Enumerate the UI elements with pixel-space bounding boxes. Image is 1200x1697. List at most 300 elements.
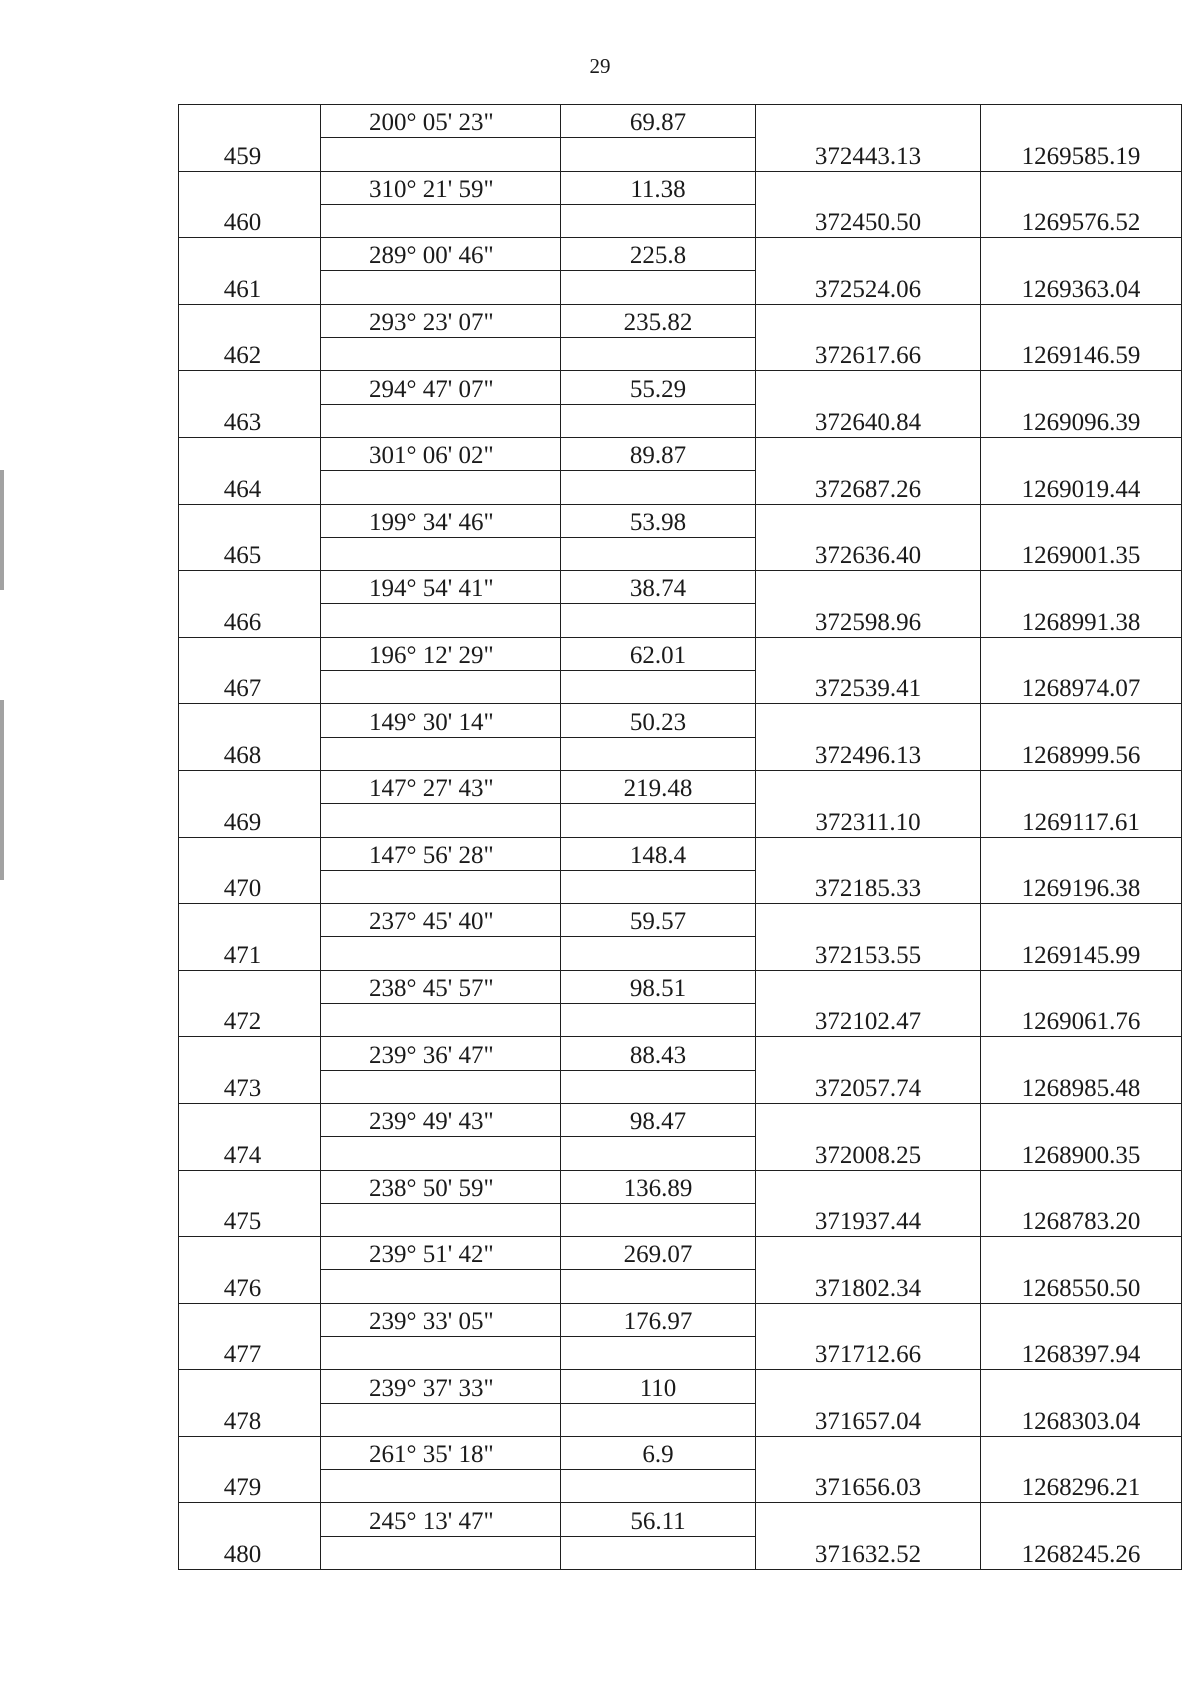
station-cell bbox=[179, 1470, 321, 1503]
station-cell-text: 480 bbox=[223, 1541, 262, 1569]
northing-cell-text: 1269363.04 bbox=[1021, 275, 1141, 303]
bearing-cell-text: 239° 51' 42" bbox=[369, 1241, 494, 1269]
bearing-cell bbox=[321, 1503, 561, 1536]
bearing-cell-empty bbox=[321, 138, 561, 171]
station-row bbox=[179, 404, 1182, 437]
bearing-cell-empty bbox=[321, 804, 561, 837]
easting-cell bbox=[756, 1536, 981, 1569]
station-cell-empty bbox=[179, 970, 321, 1003]
easting-cell bbox=[756, 804, 981, 837]
distance-cell-empty bbox=[561, 1270, 756, 1303]
easting-cell-empty bbox=[756, 837, 981, 870]
bearing-cell-empty bbox=[321, 937, 561, 970]
northing-cell-text: 1268991.38 bbox=[1021, 608, 1141, 636]
bearing-cell-text: 237° 45' 40" bbox=[369, 908, 494, 936]
distance-cell-empty bbox=[561, 804, 756, 837]
distance-cell-text: 53.98 bbox=[629, 508, 687, 536]
station-row bbox=[179, 204, 1182, 237]
station-row bbox=[179, 1070, 1182, 1103]
distance-cell bbox=[561, 1170, 756, 1203]
station-cell bbox=[179, 1137, 321, 1170]
easting-cell-empty bbox=[756, 970, 981, 1003]
station-cell bbox=[179, 1004, 321, 1037]
northing-cell-empty bbox=[981, 1303, 1182, 1336]
scan-edge-mark bbox=[0, 470, 4, 590]
easting-cell bbox=[756, 1403, 981, 1436]
northing-cell bbox=[981, 1470, 1182, 1503]
station-cell-empty bbox=[179, 504, 321, 537]
bearing-cell-empty bbox=[321, 1336, 561, 1369]
distance-cell bbox=[561, 504, 756, 537]
northing-cell bbox=[981, 404, 1182, 437]
easting-cell-text: 372539.41 bbox=[814, 675, 922, 703]
segment-row bbox=[179, 1436, 1182, 1469]
easting-cell-text: 371656.03 bbox=[814, 1474, 922, 1502]
station-cell-text: 477 bbox=[223, 1341, 262, 1369]
station-row bbox=[179, 1004, 1182, 1037]
distance-cell-empty bbox=[561, 937, 756, 970]
station-row bbox=[179, 1336, 1182, 1369]
station-cell bbox=[179, 271, 321, 304]
easting-cell-empty bbox=[756, 1103, 981, 1136]
easting-cell-text: 372057.74 bbox=[814, 1074, 922, 1102]
northing-cell bbox=[981, 804, 1182, 837]
station-cell bbox=[179, 1070, 321, 1103]
station-cell bbox=[179, 671, 321, 704]
northing-cell-text: 1269061.76 bbox=[1021, 1008, 1141, 1036]
northing-cell bbox=[981, 1004, 1182, 1037]
segment-row bbox=[179, 238, 1182, 271]
station-cell bbox=[179, 404, 321, 437]
station-row bbox=[179, 1536, 1182, 1569]
easting-cell bbox=[756, 937, 981, 970]
station-cell bbox=[179, 604, 321, 637]
station-cell bbox=[179, 870, 321, 903]
northing-cell-empty bbox=[981, 437, 1182, 470]
page-number: 29 bbox=[589, 54, 611, 78]
distance-cell bbox=[561, 904, 756, 937]
station-cell-text: 466 bbox=[223, 608, 262, 636]
station-cell-text: 462 bbox=[223, 342, 262, 370]
northing-cell-text: 1269145.99 bbox=[1021, 941, 1141, 969]
segment-row bbox=[179, 105, 1182, 138]
easting-cell-empty bbox=[756, 437, 981, 470]
station-row bbox=[179, 271, 1182, 304]
easting-cell-text: 372598.96 bbox=[814, 608, 922, 636]
easting-cell-empty bbox=[756, 504, 981, 537]
station-cell-empty bbox=[179, 1237, 321, 1270]
station-row bbox=[179, 471, 1182, 504]
segment-row bbox=[179, 1303, 1182, 1336]
northing-cell bbox=[981, 1270, 1182, 1303]
station-cell bbox=[179, 537, 321, 570]
bearing-cell-empty bbox=[321, 1004, 561, 1037]
distance-cell-text: 235.82 bbox=[623, 309, 693, 337]
station-cell-empty bbox=[179, 637, 321, 670]
easting-cell bbox=[756, 271, 981, 304]
northing-cell-empty bbox=[981, 1503, 1182, 1536]
northing-cell-empty bbox=[981, 770, 1182, 803]
station-cell-text: 461 bbox=[223, 275, 262, 303]
segment-row bbox=[179, 304, 1182, 337]
easting-cell bbox=[756, 604, 981, 637]
station-cell-empty bbox=[179, 1436, 321, 1469]
northing-cell-text: 1269019.44 bbox=[1021, 475, 1141, 503]
bearing-cell-empty bbox=[321, 271, 561, 304]
easting-cell-text: 372617.66 bbox=[814, 342, 922, 370]
segment-row bbox=[179, 704, 1182, 737]
bearing-cell-text: 239° 37' 33" bbox=[369, 1374, 494, 1402]
bearing-cell bbox=[321, 637, 561, 670]
segment-row bbox=[179, 637, 1182, 670]
station-row bbox=[179, 671, 1182, 704]
bearing-cell-empty bbox=[321, 404, 561, 437]
northing-cell-empty bbox=[981, 238, 1182, 271]
bearing-cell-empty bbox=[321, 870, 561, 903]
bearing-cell-empty bbox=[321, 471, 561, 504]
bearing-cell-text: 199° 34' 46" bbox=[369, 508, 494, 536]
segment-row bbox=[179, 1170, 1182, 1203]
easting-cell-empty bbox=[756, 238, 981, 271]
northing-cell-text: 1269117.61 bbox=[1022, 808, 1140, 836]
distance-cell-empty bbox=[561, 1403, 756, 1436]
station-cell-text: 471 bbox=[223, 941, 262, 969]
bearing-cell-empty bbox=[321, 1137, 561, 1170]
easting-cell-text: 372311.10 bbox=[815, 808, 921, 836]
easting-cell-empty bbox=[756, 637, 981, 670]
easting-cell-text: 372687.26 bbox=[814, 475, 922, 503]
station-cell-empty bbox=[179, 304, 321, 337]
bearing-cell-text: 149° 30' 14" bbox=[369, 708, 494, 736]
bearing-cell bbox=[321, 1237, 561, 1270]
easting-cell bbox=[756, 1004, 981, 1037]
distance-cell bbox=[561, 304, 756, 337]
bearing-cell-text: 294° 47' 07" bbox=[369, 375, 494, 403]
station-cell-empty bbox=[179, 1037, 321, 1070]
station-cell-text: 465 bbox=[223, 542, 262, 570]
northing-cell-text: 1268397.94 bbox=[1021, 1341, 1141, 1369]
station-cell-text: 475 bbox=[223, 1208, 262, 1236]
distance-cell-empty bbox=[561, 471, 756, 504]
northing-cell-text: 1269146.59 bbox=[1021, 342, 1141, 370]
segment-row bbox=[179, 571, 1182, 604]
station-cell-text: 459 bbox=[223, 142, 262, 170]
northing-cell-text: 1269096.39 bbox=[1021, 408, 1141, 436]
northing-cell-empty bbox=[981, 171, 1182, 204]
easting-cell-empty bbox=[756, 1037, 981, 1070]
station-cell-empty bbox=[179, 1170, 321, 1203]
northing-cell bbox=[981, 671, 1182, 704]
bearing-cell bbox=[321, 105, 561, 138]
easting-cell-empty bbox=[756, 171, 981, 204]
bearing-cell-empty bbox=[321, 1470, 561, 1503]
northing-cell-text: 1268974.07 bbox=[1021, 675, 1141, 703]
station-cell-text: 467 bbox=[223, 675, 262, 703]
easting-cell-empty bbox=[756, 770, 981, 803]
bearing-cell bbox=[321, 437, 561, 470]
distance-cell-empty bbox=[561, 604, 756, 637]
station-cell bbox=[179, 937, 321, 970]
distance-cell bbox=[561, 1237, 756, 1270]
bearing-cell-text: 301° 06' 02" bbox=[369, 442, 494, 470]
northing-cell-text: 1269196.38 bbox=[1021, 875, 1141, 903]
easting-cell-text: 372102.47 bbox=[814, 1008, 922, 1036]
segment-row bbox=[179, 1037, 1182, 1070]
segment-row bbox=[179, 1503, 1182, 1536]
northing-cell bbox=[981, 937, 1182, 970]
easting-cell bbox=[756, 471, 981, 504]
distance-cell-empty bbox=[561, 1336, 756, 1369]
easting-cell bbox=[756, 404, 981, 437]
distance-cell bbox=[561, 770, 756, 803]
easting-cell bbox=[756, 1137, 981, 1170]
distance-cell-empty bbox=[561, 1070, 756, 1103]
northing-cell bbox=[981, 1203, 1182, 1236]
distance-cell-text: 55.29 bbox=[629, 375, 687, 403]
easting-cell-text: 372008.25 bbox=[814, 1141, 922, 1169]
bearing-cell-text: 239° 33' 05" bbox=[369, 1307, 494, 1335]
northing-cell bbox=[981, 1403, 1182, 1436]
station-cell-empty bbox=[179, 571, 321, 604]
segment-row bbox=[179, 770, 1182, 803]
bearing-cell-empty bbox=[321, 671, 561, 704]
distance-cell-text: 50.23 bbox=[629, 708, 687, 736]
bearing-cell bbox=[321, 171, 561, 204]
distance-cell-empty bbox=[561, 271, 756, 304]
bearing-cell-text: 238° 45' 57" bbox=[369, 975, 494, 1003]
station-cell-text: 469 bbox=[223, 808, 262, 836]
northing-cell-text: 1268550.50 bbox=[1021, 1274, 1141, 1302]
northing-cell-empty bbox=[981, 1037, 1182, 1070]
easting-cell-empty bbox=[756, 1436, 981, 1469]
easting-cell bbox=[756, 204, 981, 237]
bearing-cell bbox=[321, 770, 561, 803]
segment-row bbox=[179, 437, 1182, 470]
segment-row bbox=[179, 371, 1182, 404]
easting-cell-text: 372640.84 bbox=[814, 408, 922, 436]
distance-cell bbox=[561, 637, 756, 670]
bearing-cell-text: 310° 21' 59" bbox=[369, 175, 494, 203]
bearing-cell-text: 245° 13' 47" bbox=[369, 1507, 494, 1535]
station-row bbox=[179, 870, 1182, 903]
bearing-cell bbox=[321, 238, 561, 271]
easting-cell bbox=[756, 671, 981, 704]
northing-cell-empty bbox=[981, 1237, 1182, 1270]
distance-cell bbox=[561, 704, 756, 737]
northing-cell bbox=[981, 138, 1182, 171]
easting-cell-text: 372443.13 bbox=[814, 142, 922, 170]
segment-row bbox=[179, 837, 1182, 870]
distance-cell-text: 148.4 bbox=[629, 841, 687, 869]
scan-edge-mark bbox=[0, 700, 4, 880]
easting-cell-empty bbox=[756, 904, 981, 937]
bearing-cell bbox=[321, 1303, 561, 1336]
easting-cell-empty bbox=[756, 105, 981, 138]
station-cell-text: 470 bbox=[223, 875, 262, 903]
station-cell bbox=[179, 138, 321, 171]
northing-cell bbox=[981, 537, 1182, 570]
station-row bbox=[179, 1403, 1182, 1436]
easting-cell-empty bbox=[756, 1237, 981, 1270]
distance-cell-text: 110 bbox=[639, 1374, 677, 1402]
distance-cell-empty bbox=[561, 1203, 756, 1236]
distance-cell-empty bbox=[561, 1536, 756, 1569]
bearing-cell bbox=[321, 571, 561, 604]
segment-row bbox=[179, 970, 1182, 1003]
northing-cell-text: 1269001.35 bbox=[1021, 542, 1141, 570]
easting-cell-empty bbox=[756, 1170, 981, 1203]
northing-cell-empty bbox=[981, 1103, 1182, 1136]
distance-cell bbox=[561, 238, 756, 271]
segment-row bbox=[179, 171, 1182, 204]
bearing-cell-empty bbox=[321, 604, 561, 637]
easting-cell-empty bbox=[756, 371, 981, 404]
distance-cell bbox=[561, 171, 756, 204]
easting-cell bbox=[756, 537, 981, 570]
bearing-cell-empty bbox=[321, 1536, 561, 1569]
station-cell bbox=[179, 338, 321, 371]
station-row bbox=[179, 937, 1182, 970]
station-cell-text: 464 bbox=[223, 475, 262, 503]
distance-cell-empty bbox=[561, 1470, 756, 1503]
northing-cell-empty bbox=[981, 904, 1182, 937]
bearing-cell bbox=[321, 904, 561, 937]
distance-cell-empty bbox=[561, 671, 756, 704]
distance-cell bbox=[561, 1370, 756, 1403]
distance-cell-text: 11.38 bbox=[630, 175, 686, 203]
station-cell-empty bbox=[179, 238, 321, 271]
station-cell-empty bbox=[179, 1503, 321, 1536]
distance-cell bbox=[561, 437, 756, 470]
easting-cell-text: 372496.13 bbox=[814, 741, 922, 769]
distance-cell-text: 69.87 bbox=[629, 109, 687, 137]
station-cell-text: 479 bbox=[223, 1474, 262, 1502]
bearing-cell-text: 289° 00' 46" bbox=[369, 242, 494, 270]
northing-cell-text: 1268296.21 bbox=[1021, 1474, 1141, 1502]
easting-cell bbox=[756, 1070, 981, 1103]
station-row bbox=[179, 804, 1182, 837]
easting-cell bbox=[756, 1270, 981, 1303]
station-cell bbox=[179, 471, 321, 504]
northing-cell-text: 1268999.56 bbox=[1021, 741, 1141, 769]
easting-cell-text: 372524.06 bbox=[814, 275, 922, 303]
distance-cell-text: 269.07 bbox=[623, 1241, 693, 1269]
easting-cell-empty bbox=[756, 1303, 981, 1336]
easting-cell-empty bbox=[756, 571, 981, 604]
bearing-cell bbox=[321, 504, 561, 537]
northing-cell-text: 1268303.04 bbox=[1021, 1407, 1141, 1435]
station-cell-empty bbox=[179, 770, 321, 803]
easting-cell-empty bbox=[756, 1503, 981, 1536]
bearing-cell-empty bbox=[321, 1270, 561, 1303]
easting-cell bbox=[756, 870, 981, 903]
distance-cell-text: 136.89 bbox=[623, 1174, 693, 1202]
segment-row bbox=[179, 504, 1182, 537]
station-row bbox=[179, 1137, 1182, 1170]
bearing-cell-text: 194° 54' 41" bbox=[369, 575, 494, 603]
northing-cell bbox=[981, 204, 1182, 237]
station-cell-text: 474 bbox=[223, 1141, 262, 1169]
bearing-cell bbox=[321, 1436, 561, 1469]
distance-cell-text: 219.48 bbox=[623, 775, 693, 803]
northing-cell-text: 1268783.20 bbox=[1021, 1208, 1141, 1236]
station-row bbox=[179, 737, 1182, 770]
bearing-cell-text: 147° 56' 28" bbox=[369, 841, 494, 869]
distance-cell-empty bbox=[561, 1137, 756, 1170]
northing-cell-text: 1268900.35 bbox=[1021, 1141, 1141, 1169]
northing-cell-empty bbox=[981, 105, 1182, 138]
northing-cell-empty bbox=[981, 1170, 1182, 1203]
bearing-cell-text: 147° 27' 43" bbox=[369, 775, 494, 803]
bearing-cell bbox=[321, 704, 561, 737]
easting-cell-text: 372153.55 bbox=[814, 941, 922, 969]
distance-cell bbox=[561, 1037, 756, 1070]
bearing-cell bbox=[321, 304, 561, 337]
station-cell-empty bbox=[179, 1370, 321, 1403]
bearing-cell-text: 239° 49' 43" bbox=[369, 1108, 494, 1136]
northing-cell-empty bbox=[981, 1370, 1182, 1403]
distance-cell-text: 88.43 bbox=[629, 1041, 687, 1069]
distance-cell bbox=[561, 1503, 756, 1536]
survey-coordinates-table bbox=[178, 104, 1182, 1570]
station-cell bbox=[179, 1536, 321, 1569]
northing-cell-text: 1268985.48 bbox=[1021, 1074, 1141, 1102]
station-cell-text: 473 bbox=[223, 1074, 262, 1102]
distance-cell-text: 38.74 bbox=[629, 575, 687, 603]
station-cell bbox=[179, 1403, 321, 1436]
distance-cell-empty bbox=[561, 737, 756, 770]
easting-cell-text: 371632.52 bbox=[814, 1541, 922, 1569]
station-cell bbox=[179, 804, 321, 837]
easting-cell-empty bbox=[756, 704, 981, 737]
distance-cell-empty bbox=[561, 138, 756, 171]
northing-cell bbox=[981, 338, 1182, 371]
station-row bbox=[179, 1203, 1182, 1236]
distance-cell bbox=[561, 1103, 756, 1136]
bearing-cell bbox=[321, 970, 561, 1003]
station-cell-text: 476 bbox=[223, 1274, 262, 1302]
bearing-cell bbox=[321, 1037, 561, 1070]
distance-cell bbox=[561, 571, 756, 604]
segment-row bbox=[179, 1103, 1182, 1136]
northing-cell bbox=[981, 1536, 1182, 1569]
easting-cell bbox=[756, 737, 981, 770]
easting-cell bbox=[756, 1203, 981, 1236]
distance-cell-text: 89.87 bbox=[629, 442, 687, 470]
northing-cell-text: 1268245.26 bbox=[1021, 1541, 1141, 1569]
northing-cell-empty bbox=[981, 970, 1182, 1003]
station-cell bbox=[179, 1203, 321, 1236]
distance-cell-text: 98.51 bbox=[629, 975, 687, 1003]
distance-cell bbox=[561, 105, 756, 138]
distance-cell-text: 56.11 bbox=[630, 1507, 686, 1535]
survey-table-body bbox=[179, 105, 1182, 1570]
station-cell-empty bbox=[179, 171, 321, 204]
distance-cell-empty bbox=[561, 338, 756, 371]
bearing-cell-text: 239° 36' 47" bbox=[369, 1041, 494, 1069]
station-cell-empty bbox=[179, 837, 321, 870]
station-cell bbox=[179, 204, 321, 237]
northing-cell bbox=[981, 471, 1182, 504]
distance-cell-empty bbox=[561, 870, 756, 903]
distance-cell-empty bbox=[561, 537, 756, 570]
bearing-cell bbox=[321, 1170, 561, 1203]
easting-cell-text: 371712.66 bbox=[814, 1341, 922, 1369]
station-cell bbox=[179, 1270, 321, 1303]
station-cell-empty bbox=[179, 371, 321, 404]
station-cell-empty bbox=[179, 437, 321, 470]
station-cell-text: 460 bbox=[223, 209, 262, 237]
